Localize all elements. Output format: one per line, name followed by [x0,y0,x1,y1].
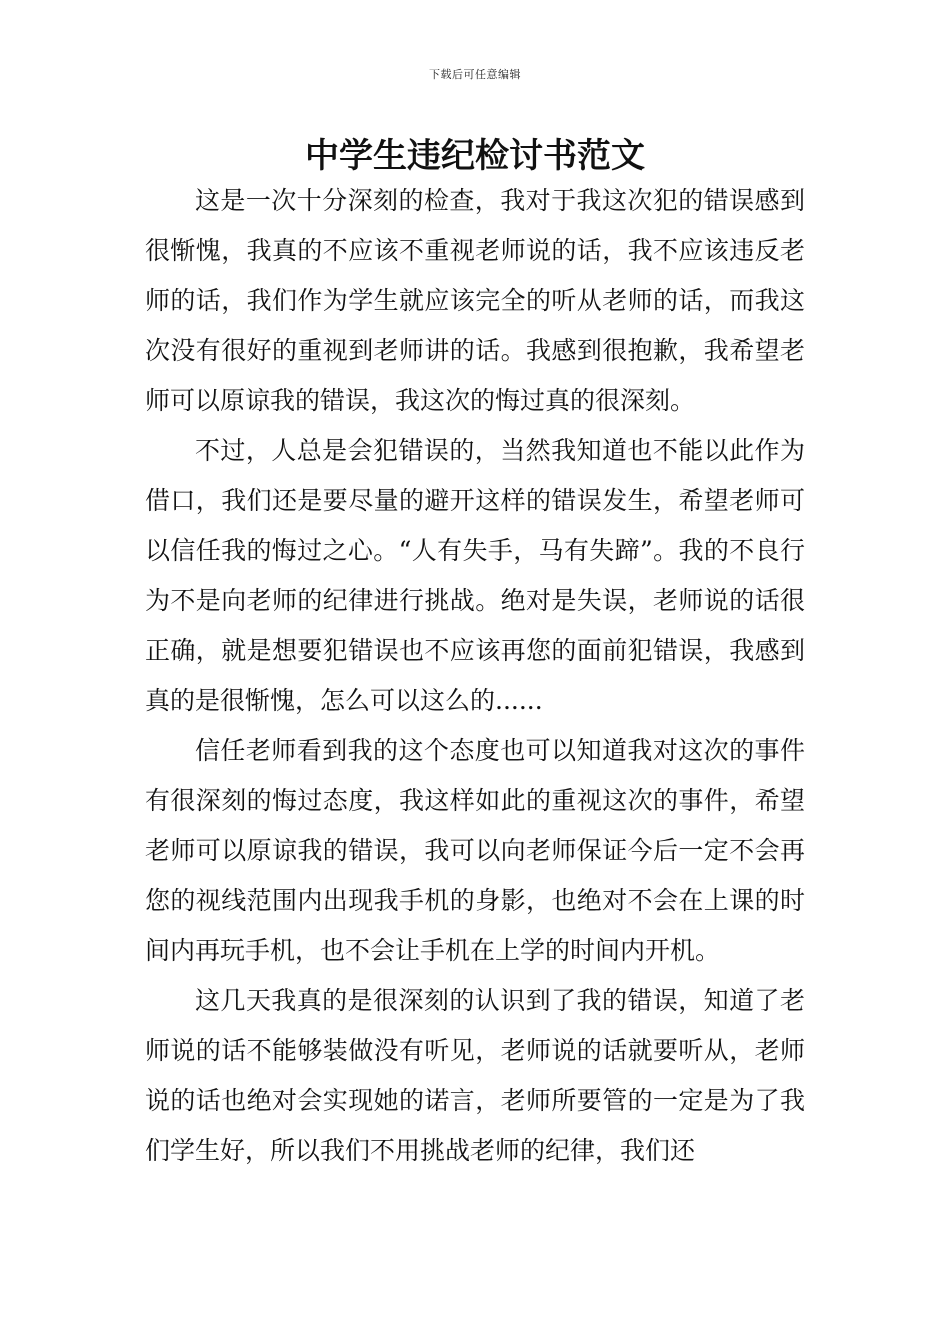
document-title: 中学生违纪检讨书范文 [305,136,645,176]
paragraph: 信任老师看到我的这个态度也可以知道我对这次的事件有很深刻的悔过态度，我这样如此的重视这次的事件，希望老师可以原谅我的错误，我可以向老师保证今后一定不会再您的视线范围内出现我手机的身影，也绝对不会在上课的时间内再玩手机，也不会让手机在上学的时间内开机。 [145,736,805,965]
paragraph: 这几天我真的是很深刻的认识到了我的错误，知道了老师说的话不能够装做没有听见，老师说的话就要听从，老师说的话也绝对会实现她的诺言，老师所要管的一定是为了我们学生好，所以我们不用挑战老师的纪律，我们还 [145,986,805,1165]
paragraph: 这是一次十分深刻的检查，我对于我这次犯的错误感到很惭愧，我真的不应该不重视老师说的话，我不应该违反老师的话，我们作为学生就应该完全的听从老师的话，而我这次没有很好的重视到老师讲的话。我感到很抱歉，我希望老师可以原谅我的错误，我这次的悔过真的很深刻。 [145,186,805,415]
paragraph: 不过，人总是会犯错误的，当然我知道也不能以此作为借口，我们还是要尽量的避开这样的错误发生，希望老师可以信任我的悔过之心。“人有失手，马有失蹄”。我的不良行为不是向老师的纪律进行挑战。绝对是失误，老师说的话很正确，就是想要犯错误也不应该再您的面前犯错误，我感到真的是很惭愧，怎么可以这么的...... [145,436,805,715]
document-body [145,176,805,1176]
header-note: 下载后可任意编辑 [429,68,521,81]
